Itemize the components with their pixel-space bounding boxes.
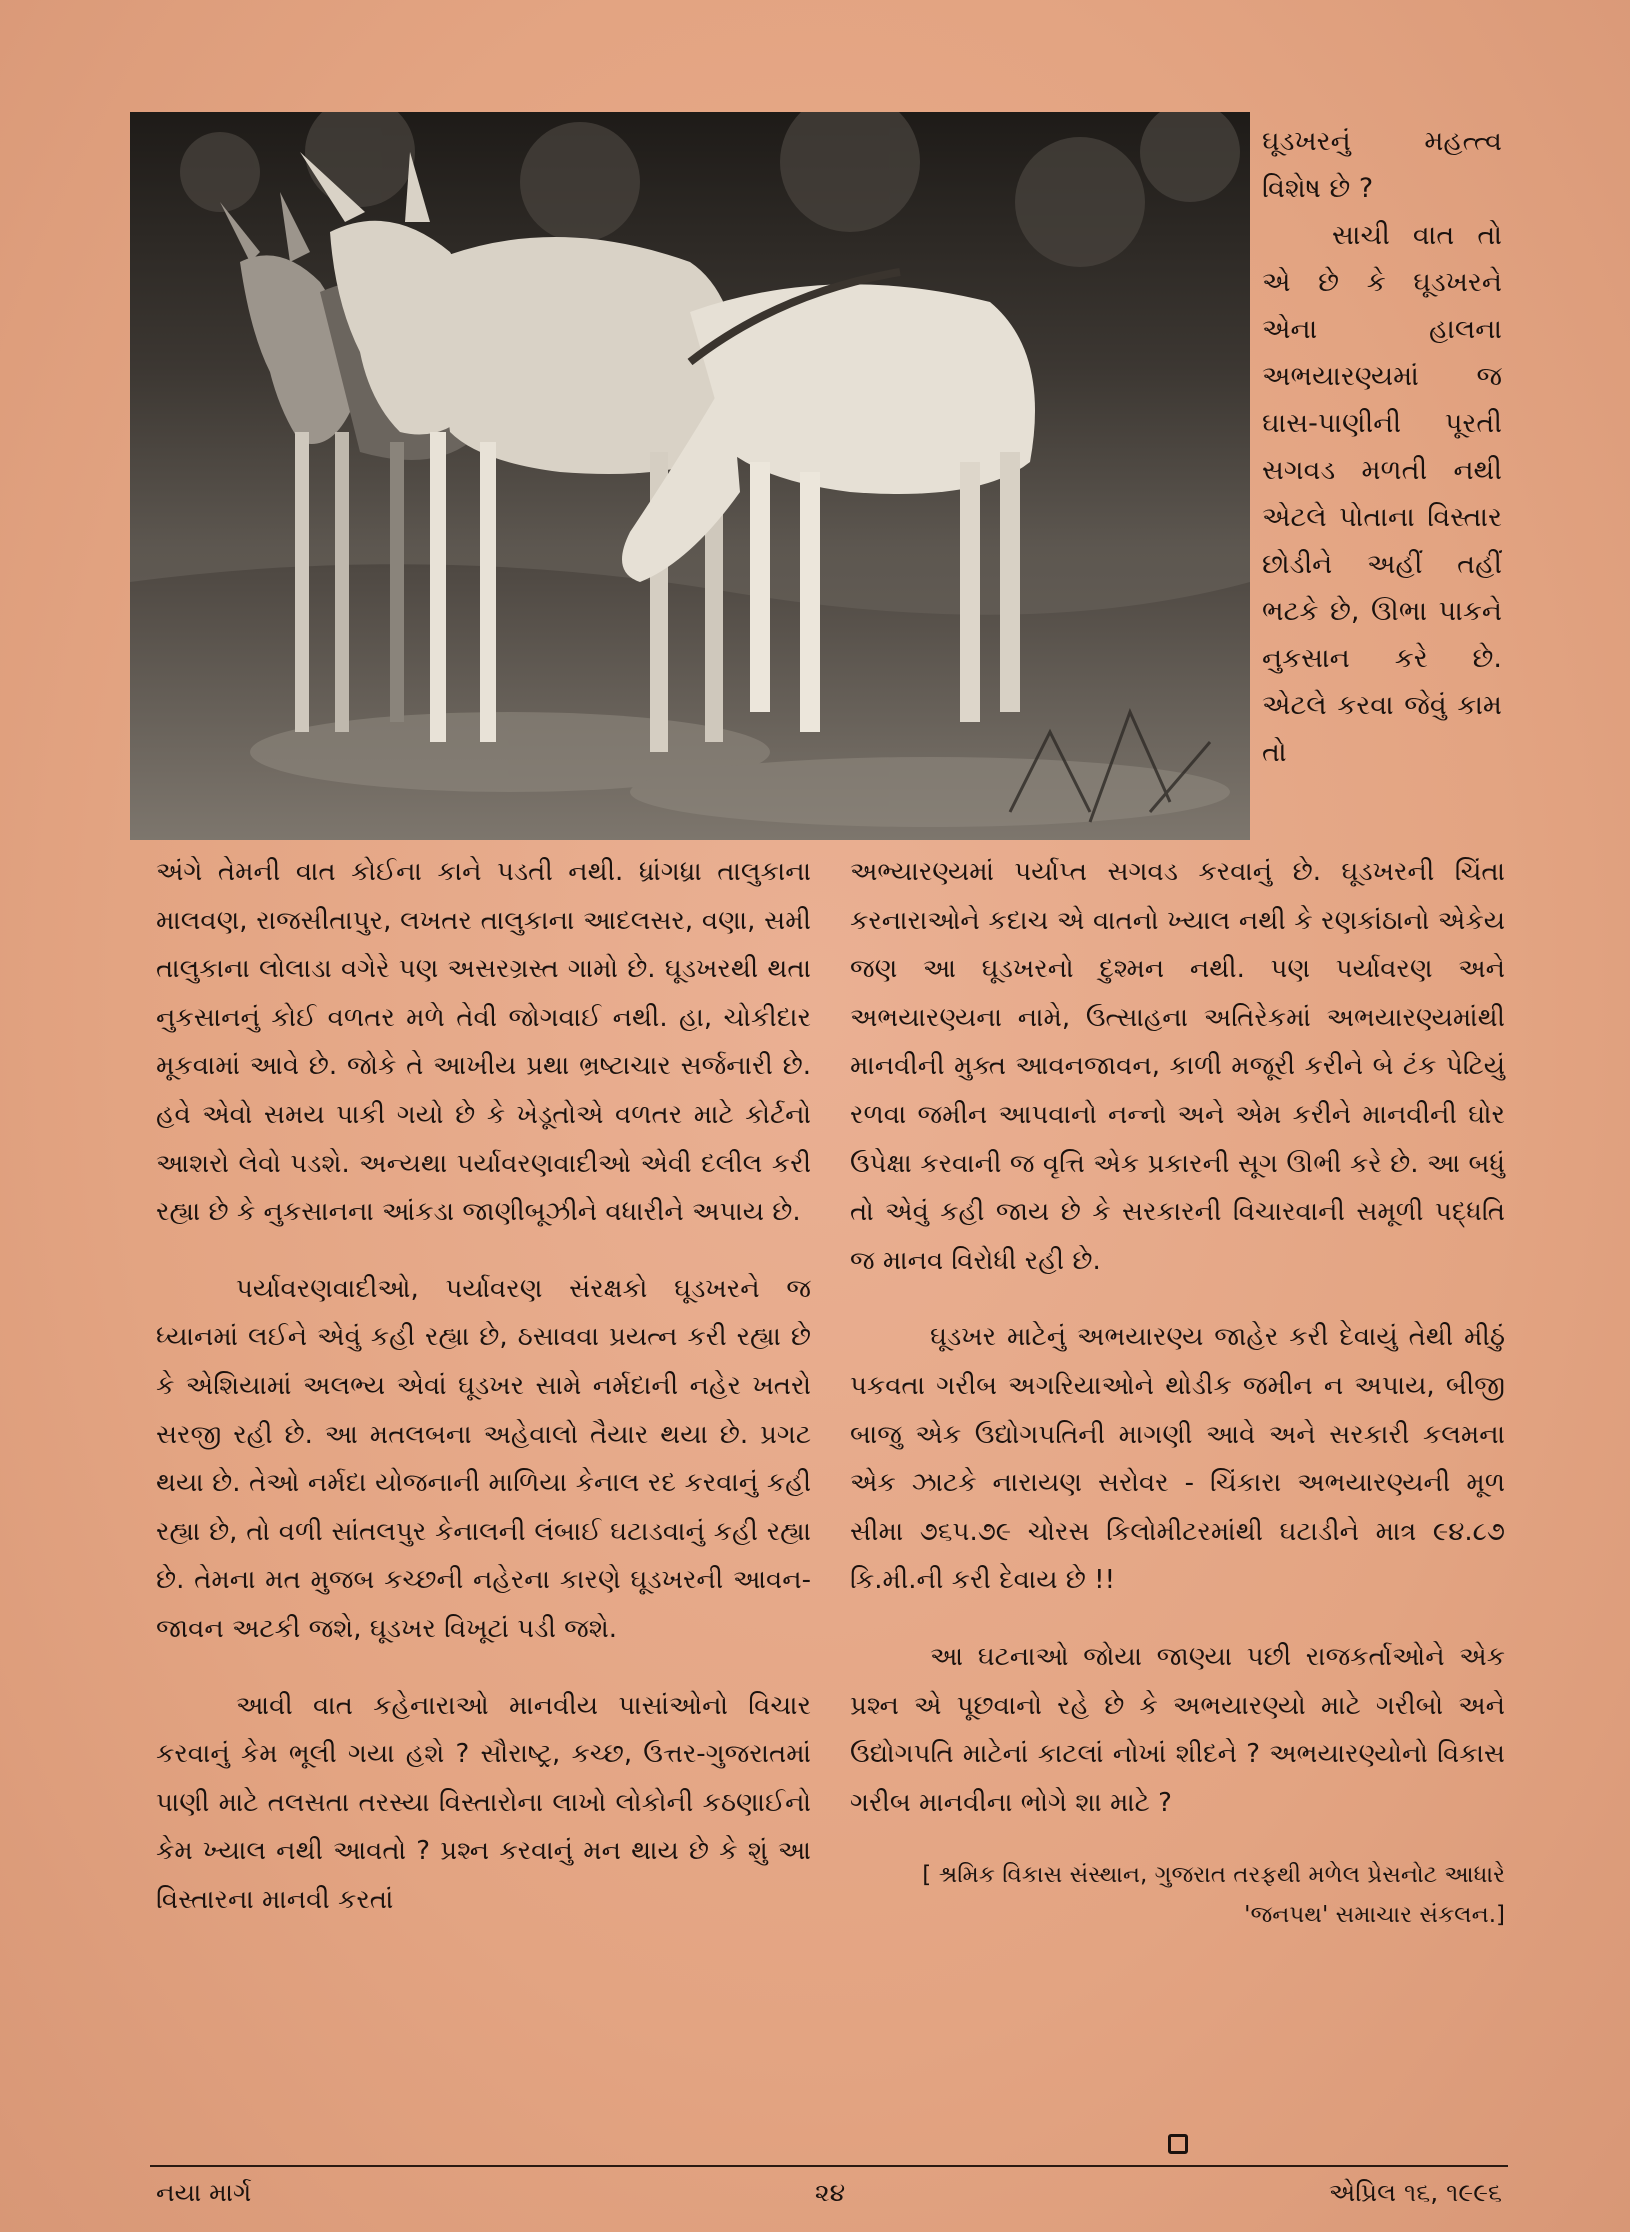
source-line-1: [ શ્રમિક વિકાસ સંસ્થાન, ગુજરાત તરફથી મળેલ પ્રેસનોટ આધારે xyxy=(922,1862,1505,1889)
footer-divider xyxy=(150,2165,1508,2167)
issue-date: એપ્રિલ ૧૬, ૧૯૯૬ xyxy=(1328,2178,1502,2207)
left-column xyxy=(156,848,811,1952)
right-paragraph-2: ઘૂડખર માટેનું અભયારણ્ય જાહેર કરી દેવાયું તેથી મીઠું પકવતા ગરીબ અગરિયાઓને થોડીક જમીન ન અપાય, બીજી બાજુ એક ઉદ્યોગપતિની માગણી આવે અને સરકારી કલમના એક ઝાટકે નારાયણ સરોવર - ચિંકારા અભયારણ્યની મૂળ સીમા ૭૬૫.૭૯ ચોરસ કિલોમીટરમાંથી ઘટાડીને માત્ર ૯૪.૮૭ કિ.મી.ની કરી દેવાય છે !! xyxy=(850,1322,1505,1596)
end-of-article-icon xyxy=(1168,2134,1188,2154)
left-paragraph-1: અંગે તેમની વાત કોઈના કાને પડતી નથી. ધ્રાંગધ્રા તાલુકાના માલવણ, રાજસીતાપુર, લખતર તાલુકાના આદલસર, વણા, સમી તાલુકાના લોલાડા વગેરે પણ અસરગ્રસ્ત ગામો છે. ઘૂડખરથી થતા નુકસાનનું કોઈ વળતર મળે તેવી જોગવાઈ નથી. હા, ચોકીદાર મૂકવામાં આવે છે. જોકે તે આખીય પ્રથા ભ્રષ્ટાચાર સર્જનારી છે. હવે એવો સમય પાકી ગયો છે કે ખેડૂતોએ વળતર માટે કોર્ટનો આશરો લેવો પડશે. અન્યથા પર્યાવરણવાદીઓ એવી દલીલ કરી રહ્યા છે કે નુકસાનના આંકડા જાણીબૂઝીને વધારીને અપાય છે. xyxy=(156,857,811,1228)
right-paragraph-3: આ ઘટનાઓ જોયા જાણ્યા પછી રાજકર્તાઓને એક પ્રશ્ન એ પૂછવાનો રહે છે કે અભયારણ્યો માટે ગરીબો અને ઉદ્યોગપતિ માટેનાં કાટલાં નોખાં શીદને ? અભયારણ્યોનો વિકાસ ગરીબ માનવીના ભોગે શા માટે ? xyxy=(850,1641,1505,1818)
publication-name: નયા માર્ગ xyxy=(156,2178,252,2207)
source-note xyxy=(850,1855,1505,1935)
page-number: ૨૪ xyxy=(814,2178,846,2207)
right-paragraph-1: અભ્યારણ્યમાં પર્યાપ્ત સગવડ કરવાનું છે. ઘૂડખરની ચિંતા કરનારાઓને કદાચ એ વાતનો ખ્યાલ નથી કે રણકાંઠાનો એકેય જણ આ ઘૂડખરનો દુશ્મન નથી. પણ પર્યાવરણ અને અભયારણ્યના નામે, ઉત્સાહના અતિરેકમાં અભયારણ્યમાંથી માનવીની મુક્ત આવનજાવન, કાળી મજૂરી કરીને બે ટંક પેટિયું રળવા જમીન આપવાનો નન્નો અને એમ કરીને માનવીની ઘોર ઉપેક્ષા કરવાની જ વૃત્તિ એક પ્રકારની સૂગ ઊભી કરે છે. આ બધું તો એવું કહી જાય છે કે સરકારની વિચારવાની સમૂળી પદ્ધતિ જ માનવ વિરોધી રહી છે. xyxy=(850,857,1505,1276)
right-column xyxy=(850,848,1505,1935)
sidebar-paragraph: સાચી વાત તો એ છે કે ઘૂડખરને એના હાલના અભયારણ્યમાં જ ઘાસ-પાણીની પૂરતી સગવડ મળતી નથી એટલે પોતાના વિસ્તાર છોડીને અહીં તહીં ભટકે છે, ઊભા પાકને નુકસાન કરે છે. એટલે કરવા જેવું કામ તો xyxy=(1262,220,1502,768)
sidebar-text xyxy=(1262,118,1502,776)
left-paragraph-3: આવી વાત કહેનારાઓ માનવીય પાસાંઓનો વિચાર કરવાનું કેમ ભૂલી ગયા હશે ? સૌરાષ્ટ્ર, કચ્છ, ઉત્તર-ગુજરાતમાં પાણી માટે તલસતા તરસ્યા વિસ્તારોના લાખો લોકોની કઠણાઈનો કેમ ખ્યાલ નથી આવતો ? પ્રશ્ન કરવાનું મન થાય છે કે શું આ વિસ્તારના માનવી કરતાં xyxy=(156,1690,811,1915)
sidebar-heading: ઘૂડખરનું મહત્ત્વ વિશેષ છે ? xyxy=(1262,126,1502,204)
source-line-2: 'જનપથ' સમાચાર સંકલન.] xyxy=(1244,1902,1505,1929)
left-paragraph-2: પર્યાવરણવાદીઓ, પર્યાવરણ સંરક્ષકો ઘૂડખરને જ ધ્યાનમાં લઈને એવું કહી રહ્યા છે, ઠસાવવા પ્રયત્ન કરી રહ્યા છે કે એશિયામાં અલભ્ય એવાં ઘૂડખર સામે નર્મદાની નહેર ખતરો સરજી રહી છે. આ મતલબના અહેવાલો તૈયાર થયા છે. પ્રગટ થયા છે. તેઓ નર્મદા યોજનાની માળિયા કેનાલ રદ કરવાનું કહી રહ્યા છે, તો વળી સાંતલપુર કેનાલની લંબાઈ ઘટાડવાનું કહી રહ્યા છે. તેમના મત મુજબ કચ્છની નહેરના કારણે ઘૂડખરની આવન-જાવન અટકી જશે, ઘૂડખર વિખૂટાં પડી જશે. xyxy=(156,1273,811,1644)
wild-ass-photo xyxy=(130,112,1250,840)
